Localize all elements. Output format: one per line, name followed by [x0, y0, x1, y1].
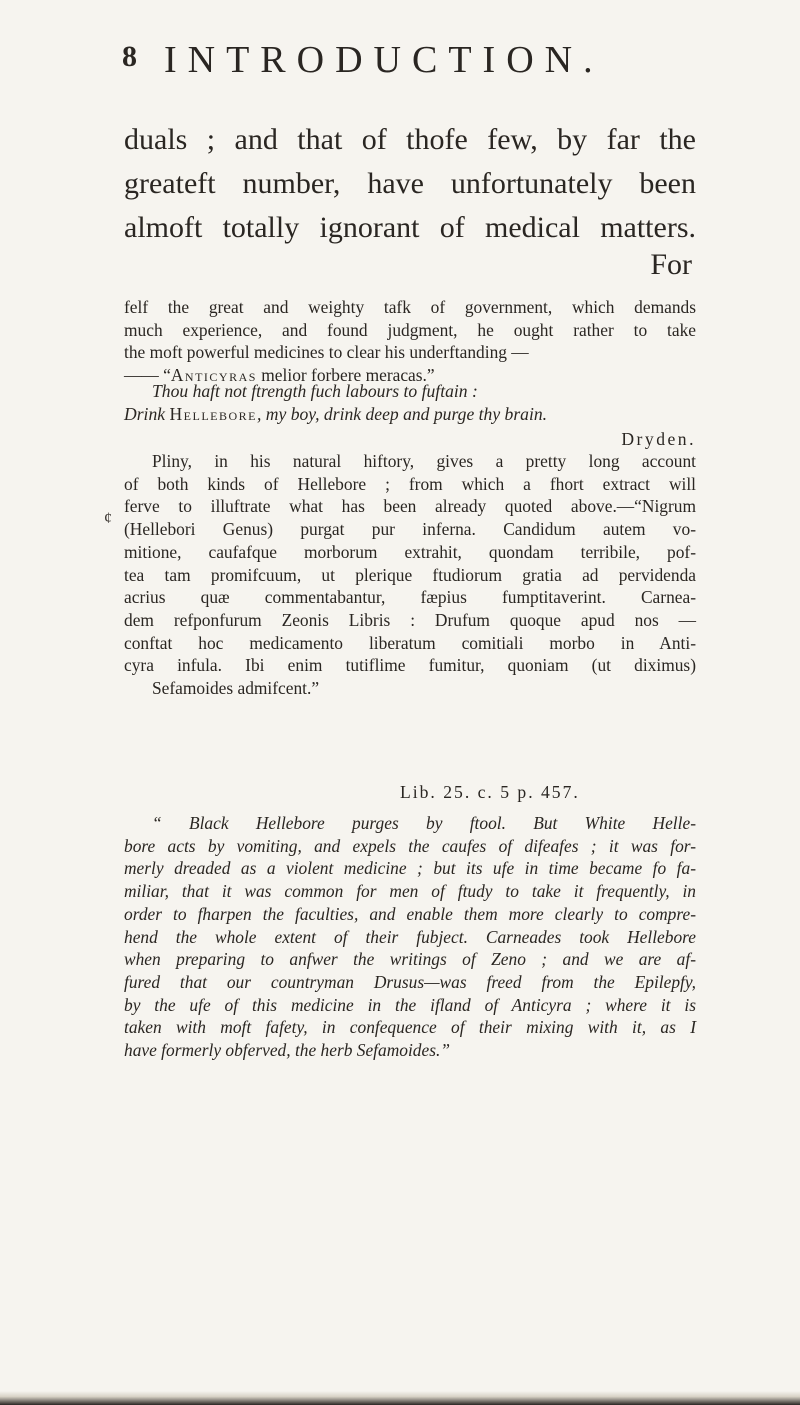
footnote-line: merly dreaded as a violent medicine ; but its ufe in time became fo fa-: [124, 858, 696, 879]
main-text-line: greateft number, have unfortunately been: [124, 167, 696, 200]
margin-mark: ¢: [104, 510, 112, 527]
catchword: For: [650, 248, 692, 281]
footnote-line: mitione, caufafque morborum extrahit, quondam terribile, pof-: [124, 541, 696, 562]
footnote-line: when preparing to anfwer the writings of Zeno ; and we are af-: [124, 949, 696, 970]
quote-lead: —— “: [124, 365, 171, 386]
footnote-line: conftat hoc medicamento liberatum comitiali morbo in Anti-: [124, 632, 696, 653]
verse-line: Thou haft not ftrength fuch labours to fuftain :: [152, 381, 478, 401]
verse-line: [124, 403, 696, 426]
footnote-line: taken with moft fafety, in confequence of their mixing with it, as I: [124, 1017, 696, 1038]
verse-line-start: Drink: [124, 404, 170, 424]
footnote-line: Pliny, in his natural hiftory, gives a pretty long account: [152, 451, 696, 471]
footnote-line: the moft powerful medicines to clear his underftanding —: [124, 342, 529, 363]
footnote-line: order to fharpen the faculties, and enable them more clearly to compre-: [124, 903, 696, 924]
page-header: [122, 38, 680, 88]
footnote-line: fured that our countryman Drusus—was freed from the Epilepfy,: [124, 971, 696, 992]
citation: Lib. 25. c. 5 p. 457.: [400, 782, 580, 802]
verse-name: Hellebore: [169, 404, 257, 424]
footnote-line: (Hellebori Genus) purgat pur inferna. Candidum autem vo-: [124, 519, 696, 540]
footnote-line: “ Black Hellebore purges by ftool. But White Helle-: [152, 813, 696, 833]
footnote-line: miliar, that it was common for men of ftudy to take it frequently, in: [124, 881, 696, 902]
footnote-line: by the ufe of this medicine in the ifland of Anticyra ; where it is: [124, 994, 696, 1015]
footnote-government: [124, 296, 696, 387]
footnote-line: bore acts by vomiting, and expels the caufes of difeafes ; it was for-: [124, 835, 696, 856]
footnote-black-hellebore: [124, 812, 696, 1062]
footnote-line: dem refponfurum Zeonis Libris : Drufum quoque apud nos —: [124, 609, 696, 630]
running-head: INTRODUCTION.: [164, 39, 604, 81]
footnote-line: have formerly obferved, the herb Sefamoides.”: [124, 1040, 450, 1061]
main-text-line: duals ; and that of thofe few, by far the: [124, 123, 696, 156]
footnote-pliny: [124, 450, 696, 700]
page-number: 8: [122, 40, 137, 73]
main-text-line: almoft totally ignorant of medical matters.: [124, 211, 696, 244]
main-text: [124, 118, 696, 250]
footnote-line: hend the whole extent of their fubject. Carneades took Hellebore: [124, 926, 696, 947]
footnote-line: tea tam promifcuum, ut plerique ftudiorum gratia ad pervidenda: [124, 564, 696, 585]
quote-name: Anticyras: [170, 365, 257, 386]
footnote-line: acrius quæ commentabantur, fæpius fumptitaverint. Carnea-: [124, 587, 696, 608]
footnote-line: much experience, and found judgment, he ought rather to take: [124, 319, 696, 340]
footnote-line: of both kinds of Hellebore ; from which a fhort extract will: [124, 473, 696, 494]
footnote-line: cyra infula. Ibi enim tutiflime fumitur, quoniam (ut diximus): [124, 655, 696, 676]
verse-line-end: , my boy, drink deep and purge thy brain.: [256, 404, 548, 424]
footnote-line: Sefamoides admifcent.”: [152, 678, 320, 699]
quote-rest: melior forbere meracas.”: [256, 365, 435, 386]
poet-attribution: Dryden.: [621, 429, 696, 449]
footnote-line: felf the great and weighty tafk of government, which demands: [124, 297, 696, 317]
dryden-verse: [124, 380, 696, 451]
footnote-line: ferve to illuftrate what has been already quoted above.—“Nigrum: [124, 496, 696, 517]
page-edge-shadow: [0, 1391, 800, 1405]
